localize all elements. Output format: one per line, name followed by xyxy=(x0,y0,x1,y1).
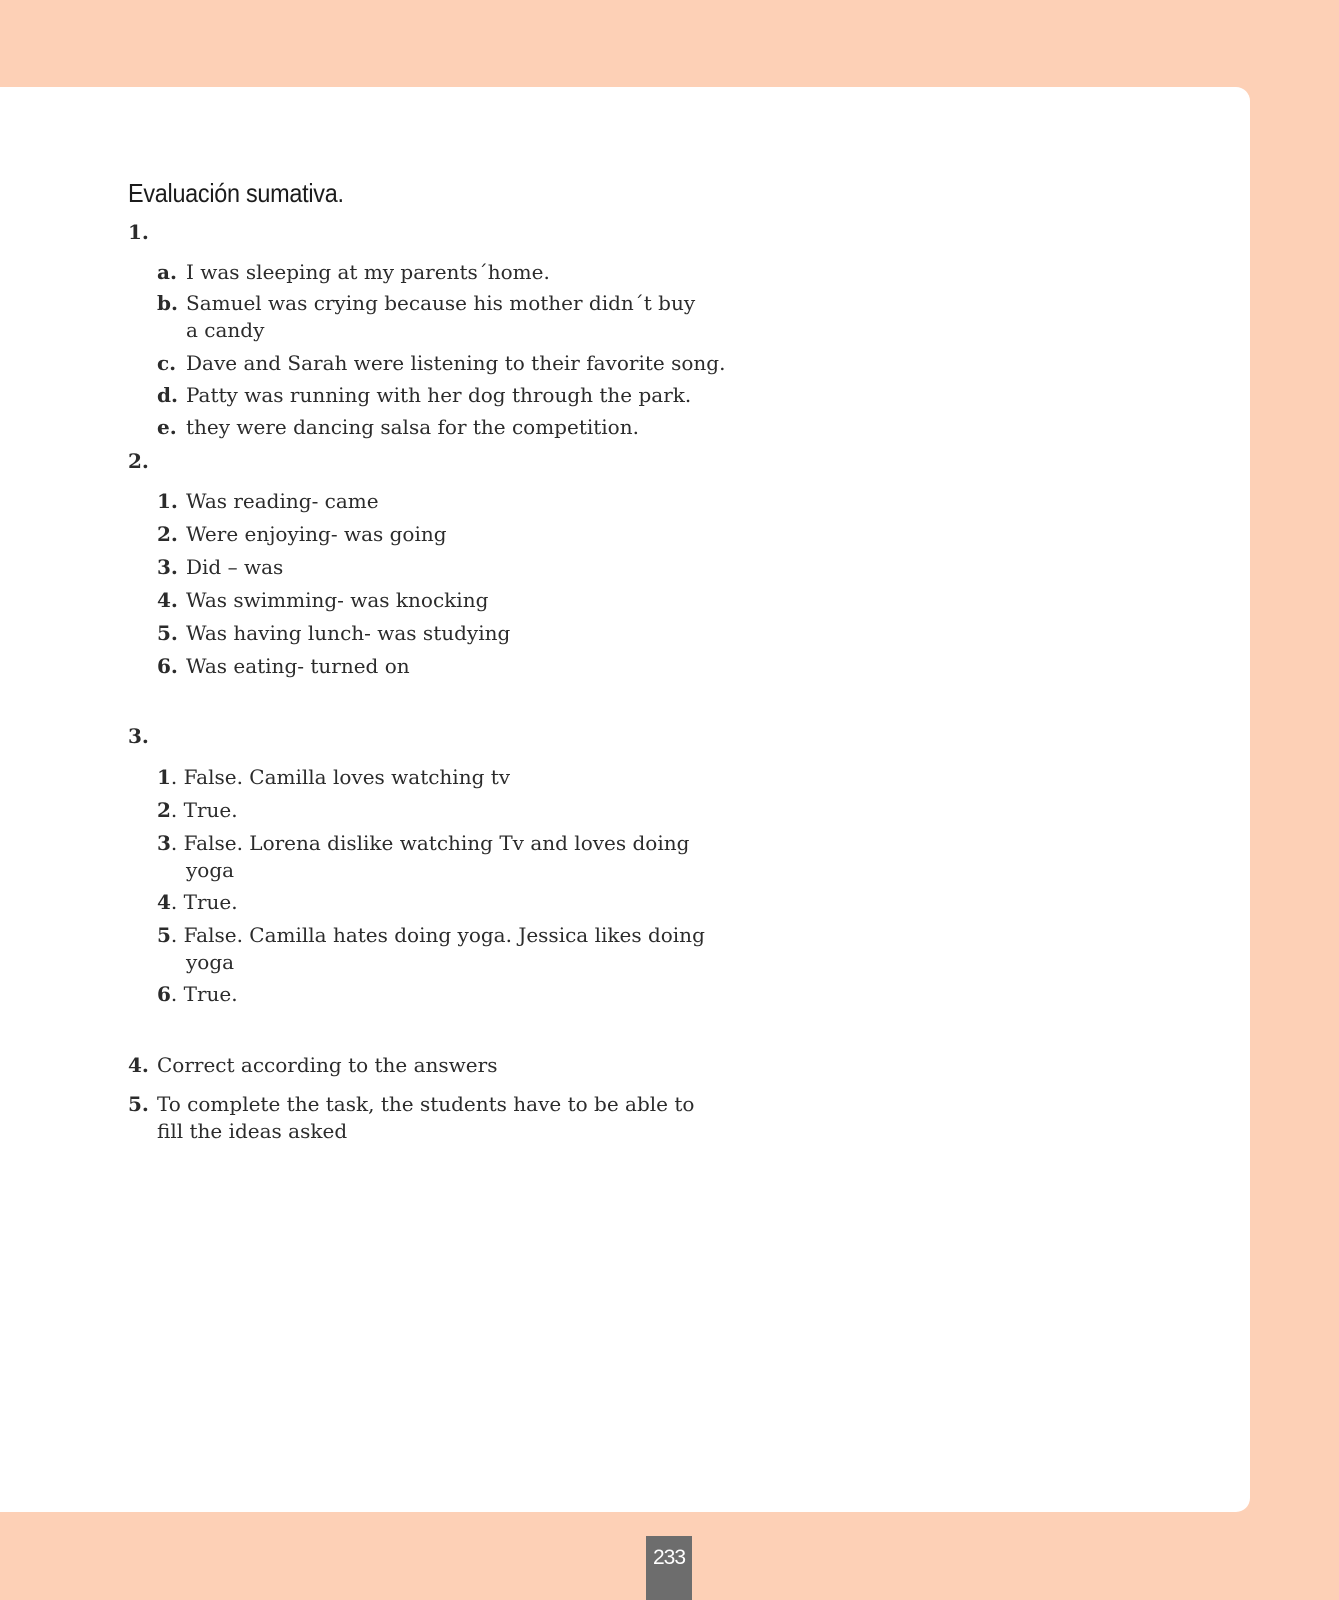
item-text: Was eating- turned on xyxy=(186,654,410,678)
item-text: I was sleeping at my parents´home. xyxy=(186,260,550,284)
item-label: 2. xyxy=(157,522,178,546)
item-label: d. xyxy=(157,383,178,407)
list-item xyxy=(157,889,238,916)
item-text: . False. Lorena dislike watching Tv and loves doing xyxy=(170,831,690,855)
section-1-number: 1. xyxy=(128,220,149,244)
item-label: 3 xyxy=(157,831,171,855)
page-number-box xyxy=(646,1536,692,1600)
item-label: b. xyxy=(157,291,178,315)
item-label: 6. xyxy=(157,654,178,678)
item-text: Was having lunch- was studying xyxy=(186,621,511,645)
item-label: 6 xyxy=(157,982,171,1006)
item-text: Patty was running with her dog through the park. xyxy=(186,383,692,407)
list-item xyxy=(157,981,238,1008)
item-label: 2 xyxy=(157,798,171,822)
item-text: Samuel was crying because his mother didn´t buy xyxy=(186,291,696,315)
list-item xyxy=(157,587,488,614)
list-item xyxy=(157,620,510,647)
list-item xyxy=(157,488,379,515)
list-item xyxy=(157,382,691,409)
item-label: 1. xyxy=(157,489,178,513)
item-label: 5 xyxy=(157,923,171,947)
item-label: a. xyxy=(157,260,177,284)
item-text: To complete the task, the students have to be able to xyxy=(157,1092,695,1116)
item-text: Dave and Sarah were listening to their favorite song. xyxy=(186,351,726,375)
list-item xyxy=(157,922,705,949)
page-title: Evaluación sumativa. xyxy=(128,178,344,208)
list-item xyxy=(157,764,510,791)
item-text: Correct according to the answers xyxy=(157,1053,498,1077)
item-text: Were enjoying- was going xyxy=(186,522,447,546)
item-text: they were dancing salsa for the competition. xyxy=(186,415,639,439)
section-5 xyxy=(128,1091,694,1118)
list-item xyxy=(157,259,550,286)
item-label: 4. xyxy=(157,588,178,612)
item-label: c. xyxy=(157,351,177,375)
item-label: 3. xyxy=(157,555,178,579)
item-label: 5. xyxy=(128,1092,149,1116)
item-label: 1 xyxy=(157,765,171,789)
item-text: . True. xyxy=(170,890,238,914)
item-text: . True. xyxy=(170,798,238,822)
list-item xyxy=(157,350,725,377)
list-item xyxy=(157,653,410,680)
list-item xyxy=(157,521,447,548)
item-text: . False. Camilla loves watching tv xyxy=(170,765,511,789)
item-text: Was swimming- was knocking xyxy=(186,588,489,612)
list-item xyxy=(157,290,695,317)
item-label: 4. xyxy=(128,1053,149,1077)
item-label: 5. xyxy=(157,621,178,645)
item-text-continuation: yoga xyxy=(186,950,235,974)
item-text-continuation: yoga xyxy=(186,858,235,882)
item-text-continuation: fill the ideas asked xyxy=(157,1119,348,1143)
list-item xyxy=(157,554,283,581)
item-label: e. xyxy=(157,415,177,439)
item-text: Did – was xyxy=(186,555,284,579)
page-number: 233 xyxy=(652,1546,686,1569)
item-text: . True. xyxy=(170,982,238,1006)
list-item xyxy=(157,797,238,824)
list-item xyxy=(157,414,639,441)
item-text-continuation: a candy xyxy=(186,318,265,342)
item-text: . False. Camilla hates doing yoga. Jessica likes doing xyxy=(170,923,705,947)
item-label: 4 xyxy=(157,890,171,914)
item-text: Was reading- came xyxy=(186,489,379,513)
list-item xyxy=(157,830,689,857)
section-3-number: 3. xyxy=(128,724,149,748)
section-2-number: 2. xyxy=(128,449,149,473)
section-4 xyxy=(128,1052,497,1079)
